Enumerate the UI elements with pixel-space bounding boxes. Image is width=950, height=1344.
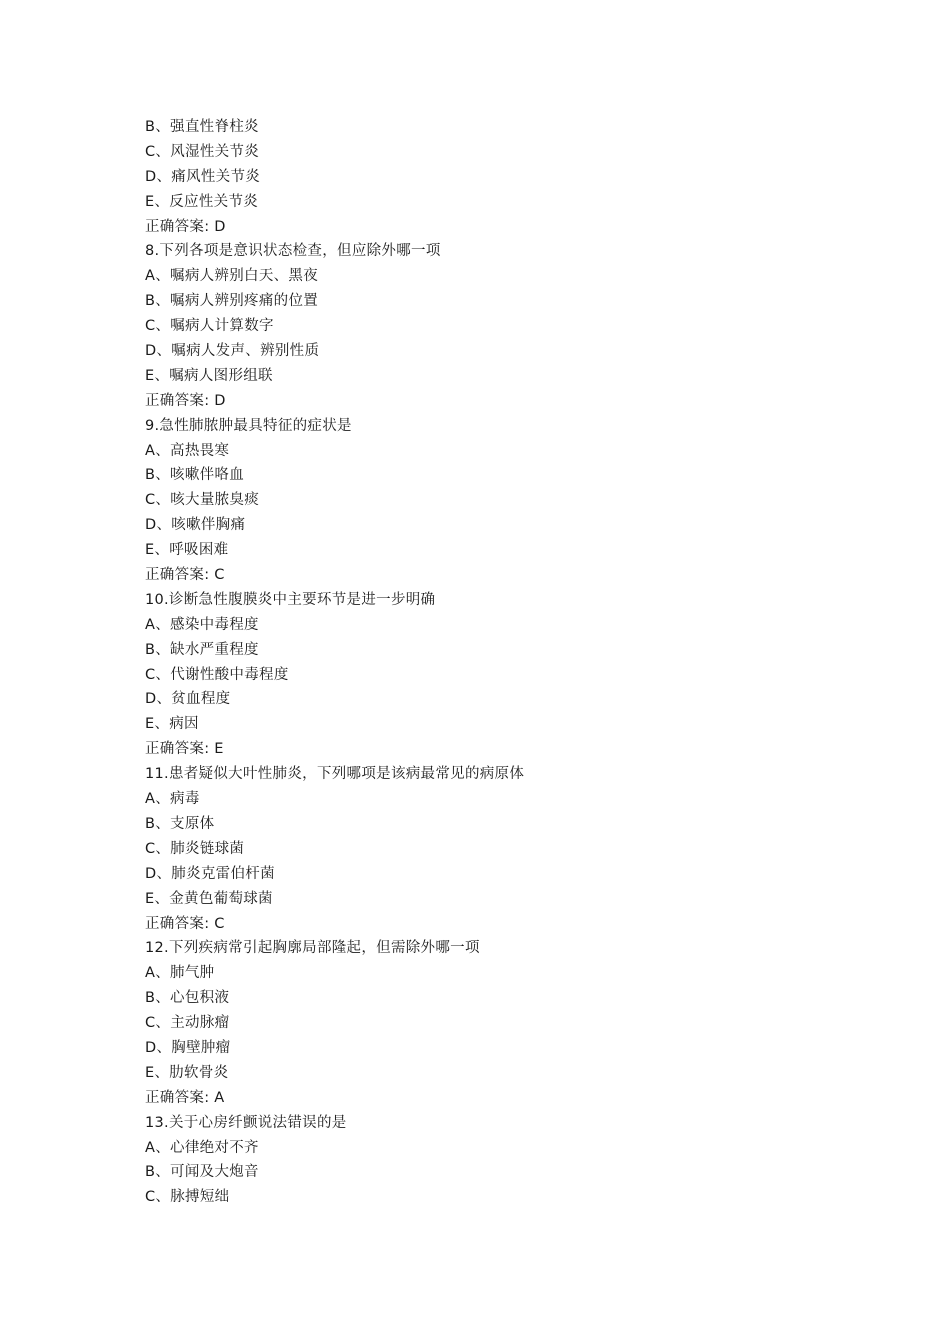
- document-content: [145, 115, 845, 1210]
- option-line: B、可闻及大炮音: [145, 1164, 259, 1181]
- answer-line: 正确答案: A: [145, 1089, 225, 1106]
- question-line: 11.患者疑似大叶性肺炎，下列哪项是该病最常见的病原体: [145, 766, 525, 783]
- option-line: A、肺气肿: [145, 965, 215, 982]
- option-line: A、嘱病人辨别白天、黑夜: [145, 268, 319, 285]
- answer-line: 正确答案: E: [145, 741, 224, 758]
- option-line: E、嘱病人图形组联: [145, 367, 273, 384]
- option-line: B、咳嗽伴咯血: [145, 467, 245, 484]
- option-line: C、肺炎链球菌: [145, 840, 245, 857]
- option-line: B、强直性脊柱炎: [145, 119, 259, 135]
- option-line: B、嘱病人辨别疼痛的位置: [145, 293, 319, 310]
- option-line: C、代谢性酸中毒程度: [145, 666, 289, 683]
- question-line: 9.急性肺脓肿最具特征的症状是: [145, 417, 352, 434]
- option-line: D、嘱病人发声、辨别性质: [145, 343, 320, 360]
- option-line: E、反应性关节炎: [145, 193, 259, 210]
- question-line: 13.关于心房纤颤说法错误的是: [145, 1114, 347, 1131]
- answer-line: 正确答案: C: [145, 915, 225, 932]
- option-line: E、金黄色葡萄球菌: [145, 890, 273, 907]
- option-line: E、病因: [145, 716, 199, 733]
- option-line: B、心包积液: [145, 990, 230, 1007]
- option-line: A、心律绝对不齐: [145, 1139, 259, 1156]
- option-line: C、主动脉瘤: [145, 1015, 230, 1032]
- option-line: D、贫血程度: [145, 691, 231, 708]
- option-line: D、痛风性关节炎: [145, 168, 261, 185]
- option-line: E、呼吸困难: [145, 542, 229, 559]
- question-line: 12.下列疾病常引起胸廓局部隆起，但需除外哪一项: [145, 940, 480, 957]
- option-line: A、病毒: [145, 791, 200, 808]
- option-line: C、咳大量脓臭痰: [145, 492, 260, 509]
- option-line: B、支原体: [145, 815, 215, 832]
- answer-line: 正确答案: D: [145, 392, 226, 409]
- option-line: D、肺炎克雷伯杆菌: [145, 865, 275, 882]
- option-line: A、感染中毒程度: [145, 616, 259, 633]
- answer-line: 正确答案: D: [145, 218, 226, 235]
- question-line: 8.下列各项是意识状态检查，但应除外哪一项: [145, 243, 441, 260]
- option-line: C、脉搏短绌: [145, 1189, 230, 1206]
- option-line: D、咳嗽伴胸痛: [145, 517, 246, 534]
- option-line: A、高热畏寒: [145, 442, 230, 459]
- option-line: C、嘱病人计算数字: [145, 318, 274, 335]
- option-line: E、肋软骨炎: [145, 1064, 229, 1081]
- question-line: 10.诊断急性腹膜炎中主要环节是进一步明确: [145, 591, 436, 608]
- option-line: B、缺水严重程度: [145, 641, 259, 658]
- option-line: D、胸壁肿瘤: [145, 1039, 231, 1056]
- answer-line: 正确答案: C: [145, 567, 225, 584]
- option-line: C、风湿性关节炎: [145, 143, 260, 160]
